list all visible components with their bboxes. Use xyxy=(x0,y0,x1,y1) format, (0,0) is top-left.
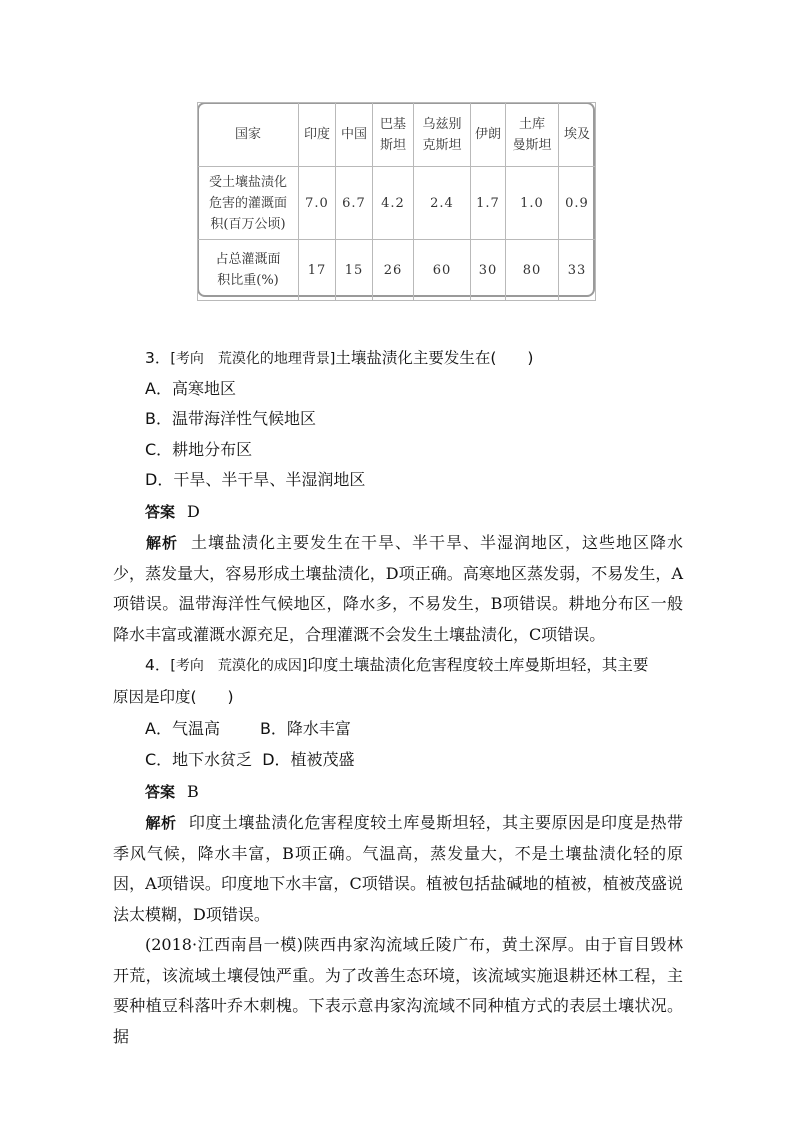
analysis-label: 解析 xyxy=(145,814,177,832)
cell-ratio-egypt: 33 xyxy=(559,240,596,301)
question-4-options-cd: C．地下水贫乏 D．植被茂盛 xyxy=(145,750,355,769)
cell-area-iran: 1.7 xyxy=(471,167,506,240)
question-3-option-c: C．耕地分布区 xyxy=(145,440,253,459)
table-row-ratio xyxy=(198,240,596,301)
cell-ratio-iran: 30 xyxy=(471,240,506,301)
cell-ratio-india: 17 xyxy=(299,240,336,301)
question-3-option-b: B．温带海洋性气候地区 xyxy=(145,409,316,428)
cell-ratio-turkmenistan: 80 xyxy=(506,240,559,301)
material-intro: (2018·江西南昌一模)陕西冉家沟流域丘陵广布，黄土深厚。由于盲目毁林开荒，该流域土壤侵蚀严重。为了改善生态环境，该流域实施退耕还林工程，主要种植豆科落叶乔木刺槐。下表示意冉家沟流域不同种植方式的表层土壤状况。据 xyxy=(113,935,683,1046)
cell-ratio-pakistan: 26 xyxy=(373,240,414,301)
salinization-table xyxy=(197,102,596,301)
question-3-stem: 3．[考向 荒漠化的地理背景]土壤盐渍化主要发生在( ) xyxy=(145,349,534,367)
cell-area-uzbekistan: 2.4 xyxy=(414,167,471,240)
header-country: 国家 xyxy=(198,103,299,167)
question-3-tag: [考向 荒漠化的地理背景] xyxy=(170,351,336,367)
cell-area-pakistan: 4.2 xyxy=(373,167,414,240)
table-row-area xyxy=(198,167,596,240)
cell-ratio-china: 15 xyxy=(336,240,373,301)
question-4-answer: 答案 B xyxy=(145,782,199,801)
question-4-tag: [考向 荒漠化的成因] xyxy=(170,658,308,674)
cell-area-china: 6.7 xyxy=(336,167,373,240)
question-3-analysis: 解析 土壤盐渍化主要发生在干旱、半干旱、半湿润地区，这些地区降水少，蒸发量大，容易形成土壤盐渍化，D项正确。高寒地区蒸发弱，不易发生，A项错误。温带海洋性气候地区，降水多，不易发生，B项错误。耕地分布区一般降水丰富或灌溉水源充足，合理灌溉不会发生土壤盐渍化，C项错误。 xyxy=(113,533,683,644)
table-header-row xyxy=(198,103,596,167)
header-china: 中国 xyxy=(336,103,373,167)
question-3-answer: 答案 D xyxy=(145,502,200,521)
analysis-label: 解析 xyxy=(145,534,178,552)
cell-area-turkmenistan: 1.0 xyxy=(506,167,559,240)
question-4-stem: 4．[考向 荒漠化的成因]印度土壤盐渍化危害程度较土库曼斯坦轻，其主要 xyxy=(145,656,649,674)
question-4-stem-line2: 原因是印度( ) xyxy=(113,688,234,706)
header-turkmenistan: 土库 曼斯坦 xyxy=(506,103,559,167)
header-egypt: 埃及 xyxy=(559,103,596,167)
question-4-options-ab: A．气温高 B．降水丰富 xyxy=(145,719,351,738)
question-4-analysis: 解析 印度土壤盐渍化危害程度较土库曼斯坦轻，其主要原因是印度是热带季风气候，降水丰富，B项正确。气温高，蒸发量大，不是土壤盐渍化轻的原因，A项错误。印度地下水丰富，C项错误。植被包括盐碱地的植被，植被茂盛说法太模糊，D项错误。 xyxy=(113,813,683,924)
cell-ratio-uzbekistan: 60 xyxy=(414,240,471,301)
header-uzbekistan: 乌兹别 克斯坦 xyxy=(414,103,471,167)
row-label-ratio: 占总灌溉面 积比重(%) xyxy=(198,240,299,301)
header-india: 印度 xyxy=(299,103,336,167)
answer-label: 答案 xyxy=(145,783,176,801)
answer-label: 答案 xyxy=(145,503,176,521)
cell-area-egypt: 0.9 xyxy=(559,167,596,240)
header-iran: 伊朗 xyxy=(471,103,506,167)
question-3-option-d: D．干旱、半干旱、半湿润地区 xyxy=(145,470,366,489)
question-3-option-a: A．高寒地区 xyxy=(145,379,236,398)
row-label-area: 受土壤盐渍化 危害的灌溉面 积(百万公顷) xyxy=(198,167,299,240)
cell-area-india: 7.0 xyxy=(299,167,336,240)
header-pakistan: 巴基 斯坦 xyxy=(373,103,414,167)
